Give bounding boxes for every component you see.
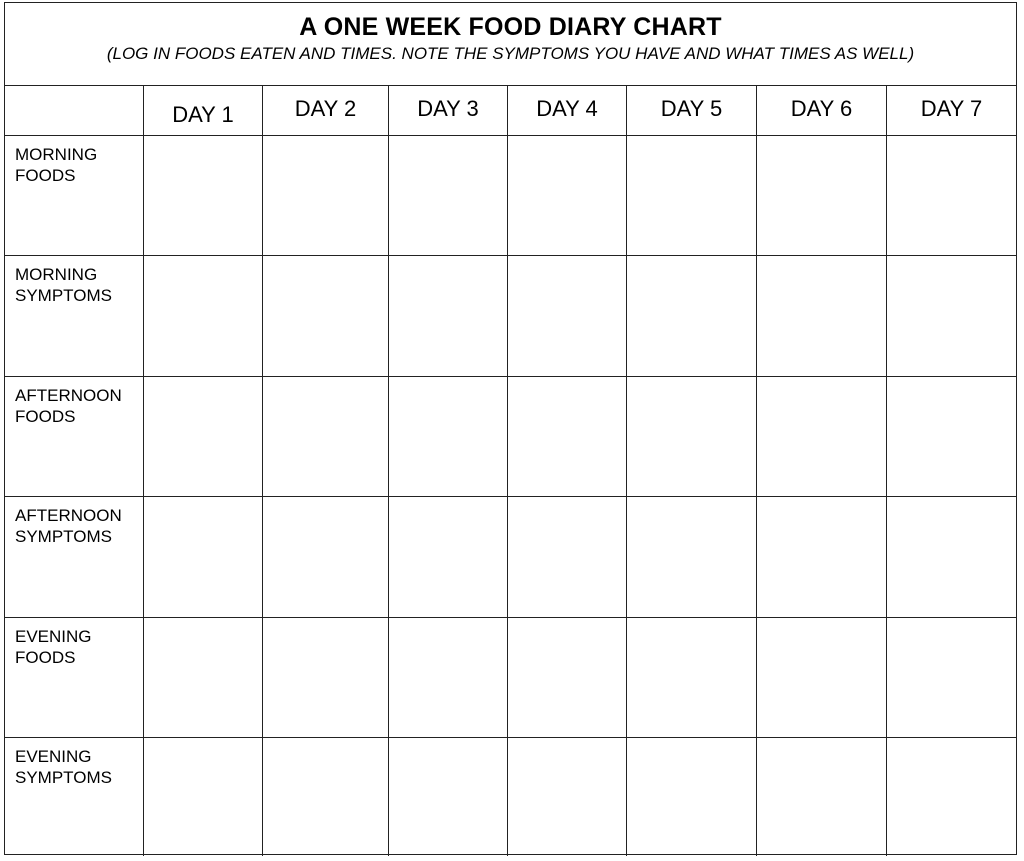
entry-cell-evening-foods-day-1[interactable] <box>144 618 263 738</box>
entry-cell-afternoon-symptoms-day-1[interactable] <box>144 497 263 618</box>
entry-cell-morning-symptoms-day-1[interactable] <box>144 256 263 377</box>
entry-cell-morning-foods-day-1[interactable] <box>144 136 263 256</box>
column-header-day-5: DAY 5 <box>627 86 757 136</box>
diary-table <box>5 86 1016 856</box>
entry-cell-morning-symptoms-day-6[interactable] <box>757 256 887 377</box>
entry-cell-evening-symptoms-day-5[interactable] <box>627 738 757 856</box>
entry-cell-afternoon-foods-day-1[interactable] <box>144 377 263 497</box>
row-label-evening-symptoms <box>5 738 144 856</box>
entry-cell-morning-symptoms-day-2[interactable] <box>263 256 389 377</box>
row-label-afternoon-foods <box>5 377 144 497</box>
entry-cell-morning-symptoms-day-4[interactable] <box>508 256 627 377</box>
row-label-morning-symptoms <box>5 256 144 377</box>
page-title: A ONE WEEK FOOD DIARY CHART <box>299 13 722 41</box>
entry-cell-afternoon-symptoms-day-5[interactable] <box>627 497 757 618</box>
entry-cell-morning-symptoms-day-7[interactable] <box>887 256 1016 377</box>
column-header-day-7: DAY 7 <box>887 86 1016 136</box>
entry-cell-morning-foods-day-3[interactable] <box>389 136 508 256</box>
entry-cell-evening-foods-day-4[interactable] <box>508 618 627 738</box>
entry-cell-afternoon-foods-day-3[interactable] <box>389 377 508 497</box>
entry-cell-morning-symptoms-day-5[interactable] <box>627 256 757 377</box>
entry-cell-evening-foods-day-2[interactable] <box>263 618 389 738</box>
entry-cell-evening-symptoms-day-1[interactable] <box>144 738 263 856</box>
entry-cell-morning-foods-day-2[interactable] <box>263 136 389 256</box>
entry-cell-evening-symptoms-day-3[interactable] <box>389 738 508 856</box>
entry-cell-afternoon-foods-day-7[interactable] <box>887 377 1016 497</box>
entry-cell-afternoon-symptoms-day-4[interactable] <box>508 497 627 618</box>
row-label-line1: AFTERNOON <box>15 506 122 525</box>
row-label-afternoon-symptoms <box>5 497 144 618</box>
entry-cell-afternoon-foods-day-2[interactable] <box>263 377 389 497</box>
entry-cell-morning-symptoms-day-3[interactable] <box>389 256 508 377</box>
column-header-day-3: DAY 3 <box>389 86 508 136</box>
row-label-line2: SYMPTOMS <box>15 527 112 546</box>
column-header-day-1: DAY 1 <box>144 86 263 136</box>
row-label-line2: SYMPTOMS <box>15 286 112 305</box>
entry-cell-evening-symptoms-day-4[interactable] <box>508 738 627 856</box>
entry-cell-afternoon-symptoms-day-3[interactable] <box>389 497 508 618</box>
row-label-line1: MORNING <box>15 265 98 284</box>
row-label-line2: SYMPTOMS <box>15 768 112 787</box>
entry-cell-evening-symptoms-day-6[interactable] <box>757 738 887 856</box>
entry-cell-afternoon-symptoms-day-6[interactable] <box>757 497 887 618</box>
entry-cell-afternoon-foods-day-4[interactable] <box>508 377 627 497</box>
entry-cell-evening-foods-day-5[interactable] <box>627 618 757 738</box>
entry-cell-evening-symptoms-day-7[interactable] <box>887 738 1016 856</box>
row-label-line1: AFTERNOON <box>15 386 122 405</box>
column-header-day-4: DAY 4 <box>508 86 627 136</box>
row-label-line1: EVENING <box>15 747 92 766</box>
column-header-day-2: DAY 2 <box>263 86 389 136</box>
entry-cell-morning-foods-day-5[interactable] <box>627 136 757 256</box>
entry-cell-afternoon-symptoms-day-2[interactable] <box>263 497 389 618</box>
row-label-line2: FOODS <box>15 648 76 667</box>
header-block <box>5 3 1016 86</box>
food-diary-sheet <box>4 2 1017 855</box>
entry-cell-evening-foods-day-3[interactable] <box>389 618 508 738</box>
page-subtitle: (LOG IN FOODS EATEN AND TIMES. NOTE THE SYMPTOMS YOU HAVE AND WHAT TIMES AS WELL) <box>106 44 915 63</box>
row-label-evening-foods <box>5 618 144 738</box>
row-label-line2: FOODS <box>15 407 76 426</box>
entry-cell-afternoon-symptoms-day-7[interactable] <box>887 497 1016 618</box>
entry-cell-morning-foods-day-6[interactable] <box>757 136 887 256</box>
row-label-line1: EVENING <box>15 627 92 646</box>
row-label-morning-foods <box>5 136 144 256</box>
entry-cell-evening-symptoms-day-2[interactable] <box>263 738 389 856</box>
row-label-line1: MORNING <box>15 145 98 164</box>
entry-cell-evening-foods-day-7[interactable] <box>887 618 1016 738</box>
row-label-line2: FOODS <box>15 166 76 185</box>
column-header-day-6: DAY 6 <box>757 86 887 136</box>
entry-cell-morning-foods-day-7[interactable] <box>887 136 1016 256</box>
entry-cell-afternoon-foods-day-5[interactable] <box>627 377 757 497</box>
entry-cell-evening-foods-day-6[interactable] <box>757 618 887 738</box>
corner-cell <box>5 86 144 136</box>
entry-cell-morning-foods-day-4[interactable] <box>508 136 627 256</box>
entry-cell-afternoon-foods-day-6[interactable] <box>757 377 887 497</box>
